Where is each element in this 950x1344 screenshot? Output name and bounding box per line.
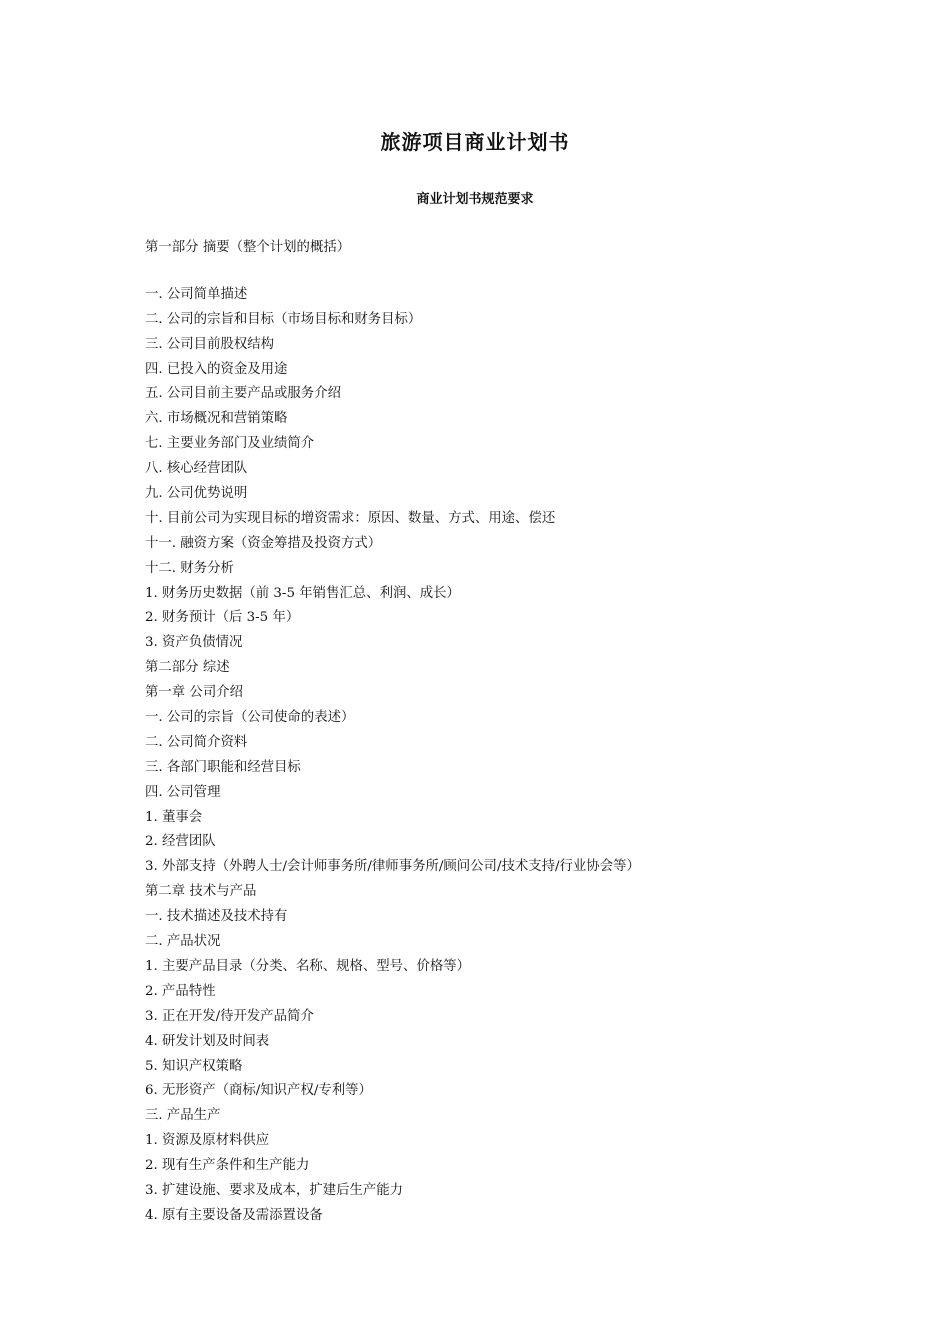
outline-line: 第一部分 摘要（整个计划的概括）: [145, 240, 351, 255]
outline-line: 八. 核心经营团队: [145, 461, 248, 477]
outline-line: 一. 技术描述及技术持有: [145, 909, 288, 925]
outline-line: 2. 现有生产条件和生产能力: [145, 1158, 310, 1174]
outline-line: 三. 公司目前股权结构: [145, 336, 275, 352]
outline-line: 六. 市场概况和营销策略: [145, 411, 288, 427]
outline-line: 2. 经营团队: [145, 834, 216, 850]
outline-line: 一. 公司简单描述: [145, 286, 248, 302]
outline-line: 4. 原有主要设备及需添置设备: [145, 1207, 323, 1223]
outline-line: 3. 正在开发/待开发产品简介: [145, 1008, 314, 1024]
outline-line: 四. 公司管理: [145, 784, 221, 800]
outline-line: 3. 资产负债情况: [145, 635, 243, 651]
outline-line: 七. 主要业务部门及业绩简介: [145, 436, 315, 452]
outline-line: 3. 外部支持（外聘人士/会计师事务所/律师事务所/顾问公司/技术支持/行业协会等）: [145, 859, 640, 875]
outline-line: 1. 董事会: [145, 809, 203, 825]
outline-line: 三. 各部门职能和经营目标: [145, 759, 301, 775]
outline-line: 第一章 公司介绍: [145, 685, 243, 701]
outline-line: 1. 资源及原材料供应: [145, 1133, 270, 1149]
outline-line: 5. 知识产权策略: [145, 1058, 243, 1074]
outline-line: 十一. 融资方案（资金筹措及投资方式）: [145, 535, 382, 551]
outline-line: 四. 已投入的资金及用途: [145, 361, 288, 377]
outline-list: [145, 236, 865, 1229]
outline-line: 第二章 技术与产品: [145, 884, 257, 900]
document-title: 旅游项目商业计划书: [380, 130, 570, 154]
outline-line: 三. 产品生产: [145, 1108, 221, 1124]
outline-line: 4. 研发计划及时间表: [145, 1033, 270, 1049]
outline-line: 二. 公司的宗旨和目标（市场目标和财务目标）: [145, 311, 422, 327]
outline-line: 6. 无形资产（商标/知识产权/专利等）: [145, 1083, 372, 1099]
outline-line: 十. 目前公司为实现目标的增资需求：原因、数量、方式、用途、偿还: [145, 510, 556, 526]
outline-line: 1. 财务历史数据（前 3-5 年销售汇总、利润、成长）: [145, 585, 460, 601]
outline-line: 五. 公司目前主要产品或服务介绍: [145, 386, 341, 402]
outline-line: 十二. 财务分析: [145, 560, 234, 576]
outline-line: 1. 主要产品目录（分类、名称、规格、型号、价格等）: [145, 958, 471, 974]
outline-line: 第二部分 综述: [145, 660, 230, 676]
outline-line: 2. 财务预计（后 3-5 年）: [145, 610, 300, 626]
document-subtitle: 商业计划书规范要求: [416, 192, 534, 207]
outline-line: 二. 公司简介资料: [145, 734, 248, 750]
outline-line: 3. 扩建设施、要求及成本，扩建后生产能力: [145, 1182, 404, 1198]
outline-line: 2. 产品特性: [145, 983, 216, 999]
outline-line: 一. 公司的宗旨（公司使命的表述）: [145, 710, 355, 726]
outline-line: 二. 产品状况: [145, 934, 221, 950]
outline-line: 九. 公司优势说明: [145, 486, 248, 502]
